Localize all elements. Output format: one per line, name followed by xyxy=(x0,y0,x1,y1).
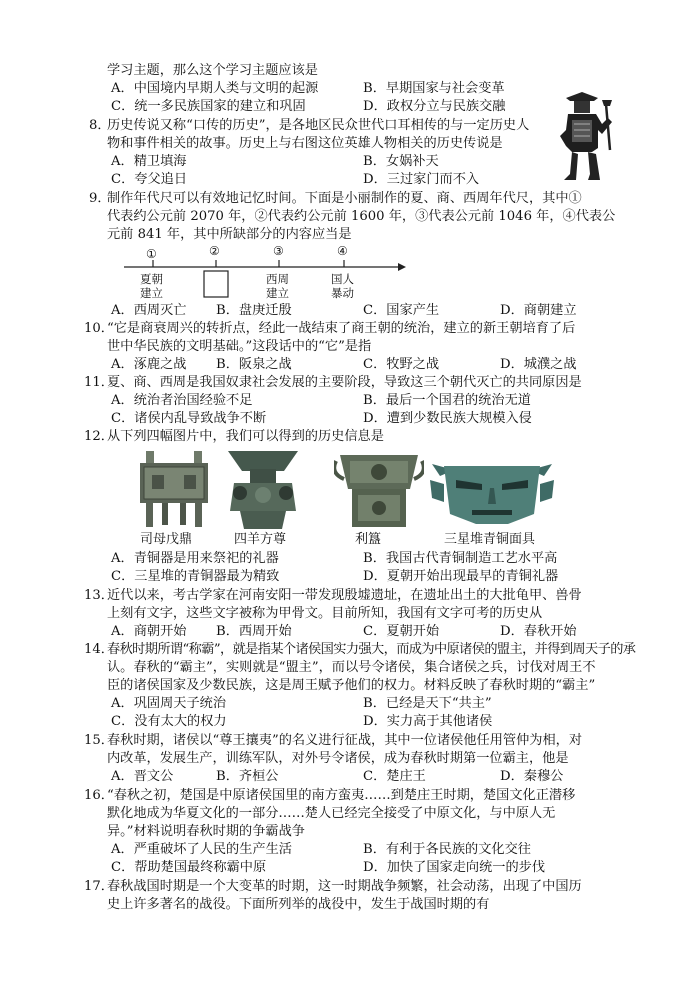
q17-number: 17． xyxy=(84,879,114,894)
q13-option-d[interactable]: D．春秋开始 xyxy=(500,624,577,639)
timeline-marker-2: ② xyxy=(209,244,220,258)
q9-number: 9． xyxy=(89,191,111,206)
q15-option-a[interactable]: A．晋文公 xyxy=(111,769,174,784)
q12-option-c[interactable]: C．三星堆的青铜器最为精致 xyxy=(111,569,280,584)
timeline-label-guoren: 国人 暴动 xyxy=(331,272,354,300)
q16-option-c[interactable]: C．帮助楚国最终称霸中原 xyxy=(111,860,267,875)
q7-option-b[interactable]: B．早期国家与社会变革 xyxy=(363,81,505,96)
q11-option-d[interactable]: D．遭到少数民族大规模入侵 xyxy=(363,411,532,426)
timeline-marker-1: ① xyxy=(146,247,157,261)
li-gui-image xyxy=(334,449,424,531)
q9-option-b[interactable]: B．盘庚迁殷 xyxy=(216,303,292,318)
q14-option-a[interactable]: A．巩固周天子统治 xyxy=(111,696,227,711)
caption-simuwu-ding: 司母戊鼎 xyxy=(140,532,193,547)
q13-stem-line2: 上刻有文字，这些文字被称为甲骨文。目前所知，我国有文字可考的历史从 xyxy=(107,606,543,621)
q16-stem-line1: “春秋之初，楚国是中原诸侯国里的南方蛮夷……到楚庄王时期，楚国文化正潜移 xyxy=(107,788,576,803)
q10-stem-line1: “它是商衰周兴的转折点，经此一战结束了商王朝的统治，建立的新王朝培育了后 xyxy=(107,321,576,336)
q13-option-a[interactable]: A．商朝开始 xyxy=(111,624,187,639)
q15-number: 15． xyxy=(84,733,114,748)
siyang-fangzun-image xyxy=(224,449,302,531)
q10-number: 10． xyxy=(84,321,114,336)
q14-option-c[interactable]: C．没有太大的权力 xyxy=(111,714,227,729)
q14-stem-line2: 认。春秋的“霸主”，实则就是“盟主”，而以号令诸侯，集合诸侯之兵，讨伐对周王不 xyxy=(107,660,596,675)
caption-siyang-fangzun: 四羊方尊 xyxy=(234,532,287,547)
q16-number: 16． xyxy=(84,788,114,803)
q8-option-d[interactable]: D．三过家门而不入 xyxy=(363,172,480,187)
q9-stem-line1: 制作年代尺可以有效地记忆时间。下面是小丽制作的夏、商、西周年代尺，其中① xyxy=(107,191,582,206)
q8-option-a[interactable]: A．精卫填海 xyxy=(111,154,187,169)
q16-option-b[interactable]: B．有利于各民族的文化交往 xyxy=(363,842,531,857)
q9-option-a[interactable]: A．西周灭亡 xyxy=(111,303,187,318)
timeline-label-xia: 夏朝 建立 xyxy=(140,272,163,300)
q9-stem-line2: 代表约公元前 2070 年，②代表约公元前 1600 年，③代表公元前 1046 年，④代表公 xyxy=(107,209,616,224)
q9-option-c[interactable]: C．国家产生 xyxy=(363,303,440,318)
hero-figure-illustration xyxy=(548,90,618,185)
q11-number: 11． xyxy=(84,375,114,390)
q7-option-a[interactable]: A．中国境内早期人类与文明的起源 xyxy=(111,81,319,96)
q13-option-c[interactable]: C．夏朝开始 xyxy=(363,624,440,639)
q7-stem: 学习主题，那么这个学习主题应该是 xyxy=(107,63,318,78)
q16-stem-line3: 异。”材料说明春秋时期的争霸战争 xyxy=(107,824,305,839)
q15-option-c[interactable]: C．楚庄王 xyxy=(363,769,426,784)
q10-option-a[interactable]: A．涿鹿之战 xyxy=(111,357,187,372)
q17-stem-line2: 史上许多著名的战役。下面所列举的战役中，发生于战国时期的有 xyxy=(107,897,490,912)
q8-stem-line2: 物和事件相关的故事。历史上与右图这位英雄人物相关的历史传说是 xyxy=(107,136,503,151)
q11-option-c[interactable]: C．诸侯内乱导致战争不断 xyxy=(111,411,267,426)
caption-sanxingdui-mask: 三星堆青铜面具 xyxy=(444,532,536,547)
q16-stem-line2: 默化地成为华夏文化的一部分……楚人已经完全接受了中原文化，与中原人无 xyxy=(107,806,556,821)
q10-option-c[interactable]: C．牧野之战 xyxy=(363,357,440,372)
q10-option-b[interactable]: B．阪泉之战 xyxy=(216,357,292,372)
q9-stem-line3: 元前 841 年，其中所缺部分的内容应当是 xyxy=(107,227,352,242)
q14-number: 14． xyxy=(84,642,114,657)
timeline-blank-box xyxy=(204,271,228,297)
q8-option-b[interactable]: B．女娲补天 xyxy=(363,154,439,169)
q11-stem-line1: 夏、商、西周是我国奴隶社会发展的主要阶段，导致这三个朝代灭亡的共同原因是 xyxy=(107,375,582,390)
q15-stem-line1: 春秋时期，诸侯以“尊王攘夷”的名义进行征战，其中一位诸侯他任用管仲为相，对 xyxy=(107,733,583,748)
q16-option-a[interactable]: A．严重破坏了人民的生产生活 xyxy=(111,842,292,857)
sanxingdui-mask-image xyxy=(430,458,554,528)
q12-option-d[interactable]: D．夏朝开始出现最早的青铜礼器 xyxy=(363,569,559,584)
q9-option-d[interactable]: D．商朝建立 xyxy=(500,303,577,318)
caption-li-gui: 利簋 xyxy=(355,532,382,547)
q8-number: 8． xyxy=(89,118,111,133)
timeline-label-xizhou: 西周 建立 xyxy=(266,272,289,300)
timeline-marker-3: ③ xyxy=(273,244,284,258)
q14-option-b[interactable]: B．已经是天下“共主” xyxy=(363,696,492,711)
q14-stem-line3: 臣的诸侯国家及少数民族，这是周王赋予他们的权力。材料反映了春秋时期的“霸主” xyxy=(107,678,596,693)
q13-option-b[interactable]: B．西周开始 xyxy=(216,624,292,639)
q12-stem-line1: 从下列四幅图片中，我们可以得到的历史信息是 xyxy=(107,429,384,444)
q10-option-d[interactable]: D．城濮之战 xyxy=(500,357,577,372)
q15-stem-line2: 内改革，发展生产，训练军队，对外号令诸侯，成为春秋时期第一位霸主，他是 xyxy=(107,751,569,766)
q15-option-d[interactable]: D．秦穆公 xyxy=(500,769,564,784)
q11-option-b[interactable]: B．最后一个国君的统治无道 xyxy=(363,393,531,408)
q7-option-d[interactable]: D．政权分立与民族交融 xyxy=(363,99,506,114)
q16-option-d[interactable]: D．加快了国家走向统一的步伐 xyxy=(363,860,546,875)
timeline-marker-4: ④ xyxy=(337,244,348,258)
simuwu-ding-image xyxy=(134,449,214,529)
q14-option-d[interactable]: D．实力高于其他诸侯 xyxy=(363,714,493,729)
q8-stem-line1: 历史传说又称“口传的历史”，是各地区民众世代口耳相传的与一定历史人 xyxy=(107,118,530,133)
q14-stem-line1: 春秋时期所谓“称霸”，就是指某个诸侯国实力强大，而成为中原诸侯的盟主，并得到周天子的承 xyxy=(107,642,636,657)
q12-option-a[interactable]: A．青铜器是用来祭祀的礼器 xyxy=(111,551,279,566)
q12-number: 12． xyxy=(84,429,114,444)
q8-option-c[interactable]: C．夸父追日 xyxy=(111,172,188,187)
q12-option-b[interactable]: B．我国古代青铜制造工艺水平高 xyxy=(363,551,558,566)
q17-stem-line1: 春秋战国时期是一个大变革的时期，这一时期战争频繁，社会动荡，出现了中国历 xyxy=(107,879,582,894)
q11-option-a[interactable]: A．统治者治国经验不足 xyxy=(111,393,253,408)
q7-option-c[interactable]: C．统一多民族国家的建立和巩固 xyxy=(111,99,306,114)
q13-number: 13． xyxy=(84,588,114,603)
q10-stem-line2: 世中华民族的文明基础。”这段话中的“它”是指 xyxy=(107,339,372,354)
q15-option-b[interactable]: B．齐桓公 xyxy=(216,769,279,784)
q13-stem-line1: 近代以来，考古学家在河南安阳一带发现殷墟遗址，在遗址出土的大批龟甲、兽骨 xyxy=(107,588,582,603)
